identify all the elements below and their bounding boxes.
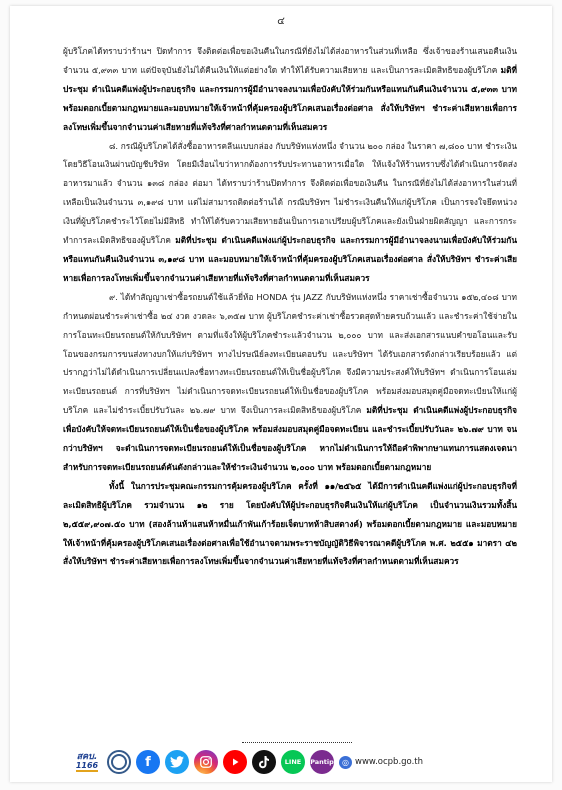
resolution-text: มติที่ประชุม ดำเนินคดีแพ่งแก่ผู้ประกอบธุรกิจ และกรรมการผู้มีอำนาจลงนามเพื่อบังคับให้ร่วมกันหรือแทนกันคืนเงินจำนวน ๓,๑๙๘ บาท และมอบหมายให้เจ้าหน้าที่คุ้มครองผู้บริโภคเสนอเรื่องต่อศาล สั่งให้บริษัทฯ ชำระค่าเสียหายเพื่อการลงโทษเพิ่มขึ้นจากจำนวนค่าเสียหายที่แท้จริงที่ศาลกำหนดตามที่เห็นสมควร xyxy=(63,235,517,283)
resolution-text: มติที่ประชุม ดำเนินคดีแพ่งผู้ประกอบธุรกิจ เพื่อบังคับให้จดทะเบียนรถยนต์ให้เป็นชื่อของผู้บริโภค พร้อมส่งมอบสมุดคู่มือจดทะเบียน และชำระเบี้ยปรับวันละ ๒๖.๗๙ บาท จนกว่าบริษัทฯ จะดำเนินการจดทะเบียนรถยนต์ให้เป็นชื่อของผู้บริโภค หากไม่ดำเนินการให้ถือคำพิพากษาแทนการแสดงเจตนาสำหรับการจดทะเบียนรถยนต์คันดังกล่าวและให้ชำระเงินจำนวน ๒,๐๐๐ บาท พร้อมดอกเบี้ยตามกฎหมาย xyxy=(63,405,518,472)
globe-icon: ◎ xyxy=(339,756,352,769)
instagram-icon[interactable] xyxy=(194,750,218,774)
government-seal-icon xyxy=(107,750,131,774)
website-url[interactable]: www.ocpb.go.th xyxy=(355,757,424,767)
paragraph-summary xyxy=(63,477,517,572)
resolution-text: มติที่ประชุม ดำเนินคดีแพ่งผู้ประกอบธุรกิจ และกรรมการผู้มีอำนาจลงนามเพื่อบังคับให้ร่วมกันหรือแทนกันคืนเงินจำนวน ๕,๙๓๓ บาท พร้อมดอกเบี้ยตามกฎหมายและมอบหมายให้เจ้าหน้าที่คุ้มครองผู้บริโภคเสนอเรื่องต่อศาล สั่งให้บริษัทฯ ชำระค่าเสียหายเพื่อการลงโทษเพิ่มขึ้นจากจำนวนค่าเสียหายที่แท้จริงที่ศาลกำหนดตามที่เห็นสมควร xyxy=(63,64,517,132)
twitter-icon[interactable] xyxy=(165,750,189,774)
paragraph-text: ๙. ได้ทำสัญญาเช่าซื้อรถยนต์ใช้แล้วยี่ห้อ HONDA รุ่น JAZZ กับบริษัทแห่งหนึ่ง ราคาเช่าซื้อจำนวน ๑๕๒,๔๐๘ บาท กำหนดผ่อนชำระค่าเช่าซื้อ ๒๔ งวด งวดละ ๖,๓๕๗ บาท ผู้บริโภคชำระค่าเช่าซื้อรวดสุดท้ายครบถ้วนแล้ว และชำระค่าใช้จ่ายในการโอนทะเบียนรถยนต์ให้กับบริษัทฯ ตามที่แจ้งให้ผู้บริโภคชำระแล้วจำนวน ๒,๐๐๐ บาท และส่งเอกสารแนบคำขอโอนและรับโอนของกรมการขนส่งทางบกให้แก่บริษัทฯ ทางไปรษณีย์ลงทะเบียนตอบรับ และบริษัทฯ ได้รับเอกสารดังกล่าวเรียบร้อยแล้ว แต่ปรากฏว่าไม่ได้ดำเนินการเปลี่ยนแปลงชื่อทางทะเบียนรถยนต์ให้เป็นชื่อผู้บริโภค จึงมีความประสงค์ให้บริษัทฯ ดำเนินการโอนเล่มทะเบียนรถยนต์ การที่บริษัทฯ ไม่ดำเนินการจดทะเบียนรถยนต์ให้เป็นชื่อของผู้บริโภค พร้อมส่งมอบสมุดคู่มือจดทะเบียนให้แก่ผู้บริโภค และไม่ชำระเบี้ยปรับวันละ ๒๖.๗๙ บาท จึงเป็นการละเมิดสิทธิของผู้บริโภค xyxy=(63,291,517,416)
tiktok-icon[interactable] xyxy=(252,750,276,774)
youtube-icon[interactable] xyxy=(223,750,247,774)
summary-text: ทั้งนี้ ในการประชุมคณะกรรมการคุ้มครองผู้บริโภค ครั้งที่ ๑๑/๒๕๖๕ ได้มีการดำเนินคดีแพ่งแก่ผู้ประกอบธุรกิจที่ละเมิดสิทธิผู้บริโภค รวมจำนวน ๑๒ ราย โดยบังคับให้ผู้ประกอบธุรกิจคืนเงินให้แก่ผู้บริโภค เป็นจำนวนเงินรวมทั้งสิ้น ๒,๕๕๙,๙๐๗.๕๐ บาท (สองล้านห้าแสนห้าหมื่นเก้าพันเก้าร้อยเจ็ดบาทห้าสิบสตางค์) พร้อมดอกเบี้ยตามกฎหมาย และมอบหมายให้เจ้าหน้าที่คุ้มครองผู้บริโภคเสนอเรื่องต่อศาลเพื่อใช้อำนาจตามพระราชบัญญัติวิธีพิจารณาคดีผู้บริโภค พ.ศ. ๒๕๕๑ มาตรา ๔๒ สั่งให้บริษัทฯ ชำระค่าเสียหายเพื่อการลงโทษเพิ่มขึ้นจากจำนวนค่าเสียหายที่แท้จริงที่ศาลกำหนดตามที่เห็นสมควร xyxy=(63,480,517,567)
facebook-icon[interactable]: f xyxy=(136,750,160,774)
paragraph-9 xyxy=(63,288,517,477)
paragraph-7-continued xyxy=(63,42,517,137)
logo-text: สคบ. xyxy=(76,751,98,762)
footer-bar xyxy=(72,747,502,777)
document-body xyxy=(63,42,517,571)
paragraph-text: ๘. กรณีผู้บริโภคได้สั่งซื้ออาหารคลีนแบบกล่อง กับบริษัทแห่งหนึ่ง จำนวน ๒๐๐ กล่อง ในราคา ๗,๘๐๐ บาท ชำระเงินโดยวิธีโอนเงินผ่านบัญชีบริษัท โดยมีเงื่อนไขว่าหากต้องการรับประทานอาหารเมื่อใด ให้แจ้งให้ร้านทราบซึ่งได้ดำเนินการจัดส่งอาหารมาแล้ว จำนวน ๑๓๘ กล่อง ต่อมา ได้ทราบว่าร้านปิดทำการ จึงติดต่อเพื่อขอเงินคืน ในกรณีที่ยังไม่ได้ส่งอาหารในส่วนที่เหลือเป็นเงินจำนวน ๓,๑๙๘ บาท แต่ไม่สามารถติดต่อร้านได้ กรณีบริษัทฯ ไม่ชำระเงินคืนให้แก่ผู้บริโภค เป็นการจงใจยึดหน่วงเงินที่ผู้บริโภคชำระไว้โดยไม่มีสิทธิ ทำให้ได้รับความเสียหายอันเป็นการเอาเปรียบผู้บริโภคและยังเป็นฝ่ายผิดสัญญา และการกระทำการละเมิดสิทธิของผู้บริโภค xyxy=(63,140,517,246)
line-icon[interactable]: LINE xyxy=(281,750,305,774)
website-link[interactable] xyxy=(339,756,423,769)
pantip-icon[interactable]: Pantip xyxy=(310,750,334,774)
paragraph-8 xyxy=(63,137,517,288)
ocpb-logo xyxy=(72,753,102,772)
page-number: ๔ xyxy=(277,16,285,27)
document-page xyxy=(10,6,552,782)
hotline-text: 1166 xyxy=(75,760,99,770)
separator-dotted-line xyxy=(242,742,352,743)
paragraph-text: ผู้บริโภคได้ทราบว่าร้านฯ ปิดทำการ จึงติดต่อเพื่อขอเงินคืนในกรณีที่ยังไม่ได้ส่งอาหารในส่วนที่เหลือ ซึ่งเจ้าของร้านเสนอคืนเงินจำนวน ๕,๙๓๓ บาท แต่ปัจจุบันยังไม่ได้คืนเงินให้แต่อย่างใด ทำให้ได้รับความเสียหาย และเป็นการละเมิดสิทธิของผู้บริโภค xyxy=(63,46,517,75)
